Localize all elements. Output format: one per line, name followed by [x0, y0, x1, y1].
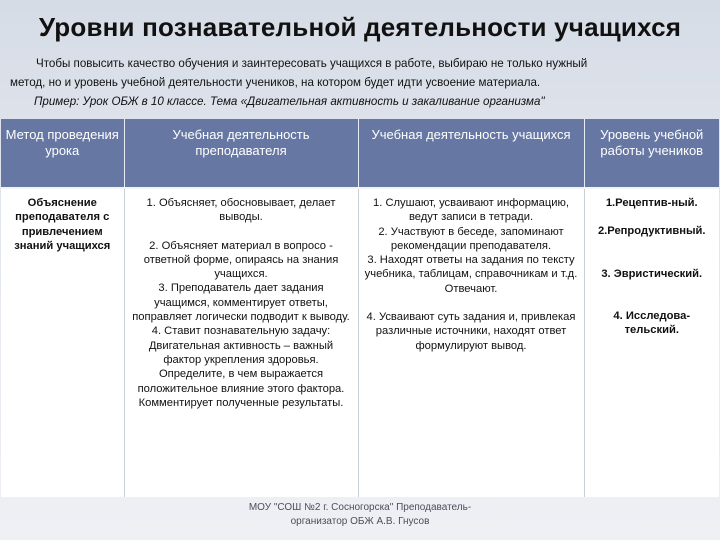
header-teacher-activity: Учебная деятельность преподавателя	[124, 119, 358, 188]
header-work-level: Уровень учебной работы учеников	[584, 119, 719, 188]
teacher-step-2: 2. Объясняет материал в вопросо - ответной форме, опираясь на знания учащихся.	[143, 239, 339, 281]
intro-text	[10, 54, 710, 111]
teacher-step-1: 1. Объясняет, обосновывает, делает выводы.	[146, 197, 336, 224]
student-step-3: 3. Находят ответы на задания по тексту учебника, таблицам, справочникам и т.д. Отвечают.	[364, 254, 578, 295]
table-row	[1, 188, 719, 497]
work-level-cell	[584, 188, 719, 497]
intro-line-2: метод, но и уровень учебной деятельности учеников, на котором будет идти усвоение материала.	[10, 76, 541, 89]
header-method: Метод проведения урока	[1, 119, 124, 188]
student-step-1: 1. Слушают, усваивают информацию, ведут записи в тетради.	[373, 197, 569, 224]
student-step-2: 2. Участвуют в беседе, запоминают рекомендации преподавателя.	[378, 225, 564, 252]
level-1: 1.Рецептив-ный.	[605, 197, 698, 209]
intro-line-1: Чтобы повысить качество обучения и заинтересовать учащихся в работе, выбираю не только нужный	[36, 57, 588, 70]
intro-example-line: Пример: Урок ОБЖ в 10 классе. Тема «Двигательная активность и закаливание организма"	[34, 95, 545, 108]
student-step-4: 4. Усваивают суть задания и, привлекая различные источники, находят ответ формулируют вывод.	[366, 311, 576, 352]
footer-credit	[0, 501, 720, 529]
student-activity-cell	[358, 188, 584, 497]
page-title: Уровни познавательной деятельности учащихся	[38, 12, 682, 42]
level-2: 2.Репродуктивный.	[597, 225, 706, 238]
teacher-step-4: 4. Ставит познавательную задачу: Двигательная активность – важный фактор укрепления здоровья. Определите, в чем выражается положительное влияние этого фактора. Комментирует полученные результаты.	[137, 325, 345, 409]
teacher-activity-cell	[124, 188, 358, 497]
table-header-row	[1, 119, 719, 188]
teacher-step-3: 3. Преподаватель дает задания учащимся, комментирует ответы, поправляет логически подводит к выводу.	[132, 282, 350, 324]
activity-levels-table	[1, 119, 719, 497]
level-4: 4. Исследова-тельский.	[613, 309, 691, 337]
footer-line-1: МОУ "СОШ №2 г. Сосногорска" Преподаватель-	[248, 502, 472, 513]
method-cell: Объяснение преподавателя с привлечением знаний учащихся	[1, 188, 124, 497]
footer-line-2: организатор ОБЖ А.В. Гнусов	[290, 516, 430, 527]
header-student-activity: Учебная деятельность учащихся	[358, 119, 584, 188]
level-3: 3. Эвристический.	[601, 267, 703, 280]
